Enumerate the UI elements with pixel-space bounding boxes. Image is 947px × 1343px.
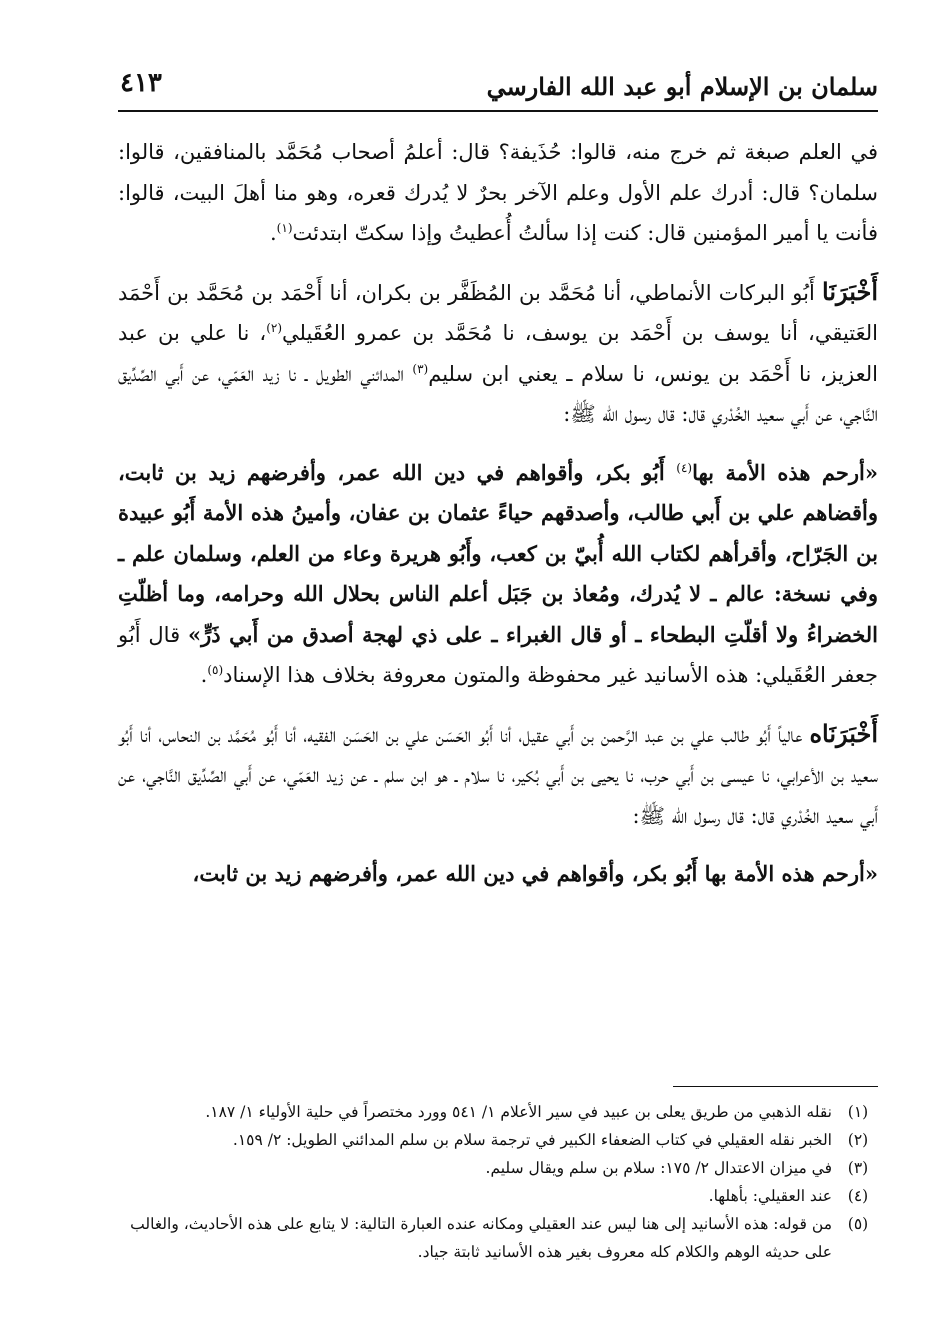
- paragraph-1: [118, 132, 878, 254]
- page-number: ٤١٣: [120, 68, 162, 98]
- paragraph-4: [118, 714, 878, 837]
- footnote-ref: (٤): [676, 460, 693, 475]
- footnote-ref: (٣): [412, 361, 429, 376]
- paragraph-5: [118, 854, 878, 895]
- paragraph-tail: .: [269, 221, 277, 245]
- paragraph-tail: .: [200, 663, 208, 687]
- footnote-text: نقله الذهبي من طريق يعلى بن عبيد في سير الأعلام ١/ ٥٤١ وورد مختصراً في حلية الأولياء ١/ ١٨٧.: [205, 1103, 832, 1121]
- paragraph-text: قال أَبُو جعفر العُقَيلي: هذه الأسانيد غير محفوظة والمتون معروفة بخلاف هذا الإسناد: [118, 622, 878, 687]
- main-text: [118, 132, 878, 913]
- footnote-2: [118, 1126, 878, 1154]
- paragraph-text: المدائني الطويل ـ نا زيد العَمّي، عن أَبي الصِّدِّيق النَّاجي، عن أَبي سعيد الخُدْري قال: قال رسول الله ﷺ:: [118, 361, 878, 426]
- footnote-list: [118, 1098, 878, 1266]
- paragraph-2: [118, 272, 878, 435]
- footnote-text: عند العقيلي: بأهلها.: [708, 1187, 832, 1205]
- footnote-rule: [673, 1086, 878, 1087]
- footnote-number: (٣): [847, 1159, 869, 1177]
- footnote-4: [118, 1182, 878, 1210]
- hadith-text: أَبُو بكر، وأقواهم في دين الله عمر، وأفرضهم زيد بن ثابت، وأقضاهم علي بن أَبي طالب، وأصدقهم حياءً عثمان بن عفان، وأمينُ هذه الأمة أَبُو عبيدة بن الجَرّاح، وأقرأهم لكتاب الله أُبيّ بن كعب، وأَبُو هريرة وعاء من العلم، وسلمان علم ـ وفي نسخة: عالم ـ لا يُدرك، ومُعاذ بن جَبَل أعلم الناس بحلال الله وحرامه، وما أظلّتِ الخضراءُ ولا أقلّتِ البطحاء ـ أو قال الغبراء ـ على ذي لهجة أصدق من أَبي ذَرٍّ»: [118, 459, 878, 647]
- footnote-number: (٢): [847, 1131, 869, 1149]
- paragraph-text: عالياً أَبُو طالب علي بن عبد الرَّحمن بن أَبي عقيل، أنا أَبُو الحَسَن علي بن الحَسَن الفقيه، أنا أَبُو مُحَمَّد بن النحاس، أنا أَبُو سعيد بن الأعرابي، نا عيسى بن أَبي حرب، نا يحيى بن أَبي بُكير، نا سلام ـ هو ابن سلم ـ عن زيد العَمّي، عن أَبي الصِّدِّيق النَّاجي، عن أَبي سعيد الخُدْري قال: قال رسول الله ﷺ:: [118, 722, 878, 828]
- footnote-ref: (٢): [266, 321, 283, 335]
- running-title: سلمان بن الإسلام أبو عبد الله الفارسي: [486, 72, 878, 101]
- akhbaranahu-lead: أَخْبَرَنَاه: [809, 718, 878, 748]
- akhbarana-lead: أَخْبَرَنَا: [822, 276, 878, 306]
- paragraph-text: أَبُو البركات الأنماطي، أنا مُحَمَّد بن المُظَفَّر بن بكران، أنا أَحْمَد بن مُحَمَّد بن أَحْمَد العَتيقي، أنا يوسف بن أَحْمَد بن يوسف، نا مُحَمَّد بن عمرو العُقَيلي: [118, 280, 878, 345]
- footnote-ref: (١): [276, 221, 293, 235]
- paragraph-text: في العلم صبغة ثم خرج منه، قالوا: حُذَيفة؟ قال: أعلمُ أصحاب مُحَمَّد بالمنافقين، قالوا: سلمان؟ قال: أدرك علم الأول وعلم الآخر بحرٌ لا يُدرك قعره، وهو منا أهلَ البيت، قالوا: فأنت يا أمير المؤمنين قال: كنت إذا سألتُ أُعطيتُ وإذا سكتّ ابتدئت: [118, 140, 878, 245]
- footnote-text: في ميزان الاعتدال ٢/ ١٧٥: سلام بن سلم ويقال سليم.: [485, 1159, 832, 1177]
- hadith-text: «أرحم هذه الأمة بها أَبُو بكر، وأقواهم في دين الله عمر، وأفرضهم زيد بن ثابت،: [192, 861, 878, 886]
- footnote-number: (١): [847, 1103, 869, 1121]
- footnote-3: [118, 1154, 878, 1182]
- paragraph-3: [118, 453, 878, 696]
- footnote-5: [118, 1210, 878, 1266]
- hadith-text: «أرحم هذه الأمة بها: [692, 459, 878, 485]
- footnote-text: من قوله: هذه الأسانيد إلى هنا ليس عند العقيلي ومكانه عنده العبارة التالية: لا يتابع على هذه الأحاديث، والغالب على حديثه الوهم والكلام كله معروف بغير هذه الأسانيد ثابتة جياد.: [130, 1215, 832, 1261]
- footnote-ref: (٥): [207, 663, 224, 677]
- footnote-number: (٥): [847, 1215, 869, 1233]
- paragraph-text: ، نا علي بن عبد العزيز، نا أَحْمَد بن يونس، نا سلام ـ يعني ابن سليم: [118, 321, 879, 386]
- footnote-text: الخبر نقله العقيلي في كتاب الضعفاء الكبير في ترجمة سلام بن سلم المدائني الطويل: ٢/ ١٥٩.: [232, 1131, 832, 1149]
- page-header: [118, 64, 878, 112]
- footnote-number: (٤): [847, 1187, 869, 1205]
- footnote-1: [118, 1098, 878, 1126]
